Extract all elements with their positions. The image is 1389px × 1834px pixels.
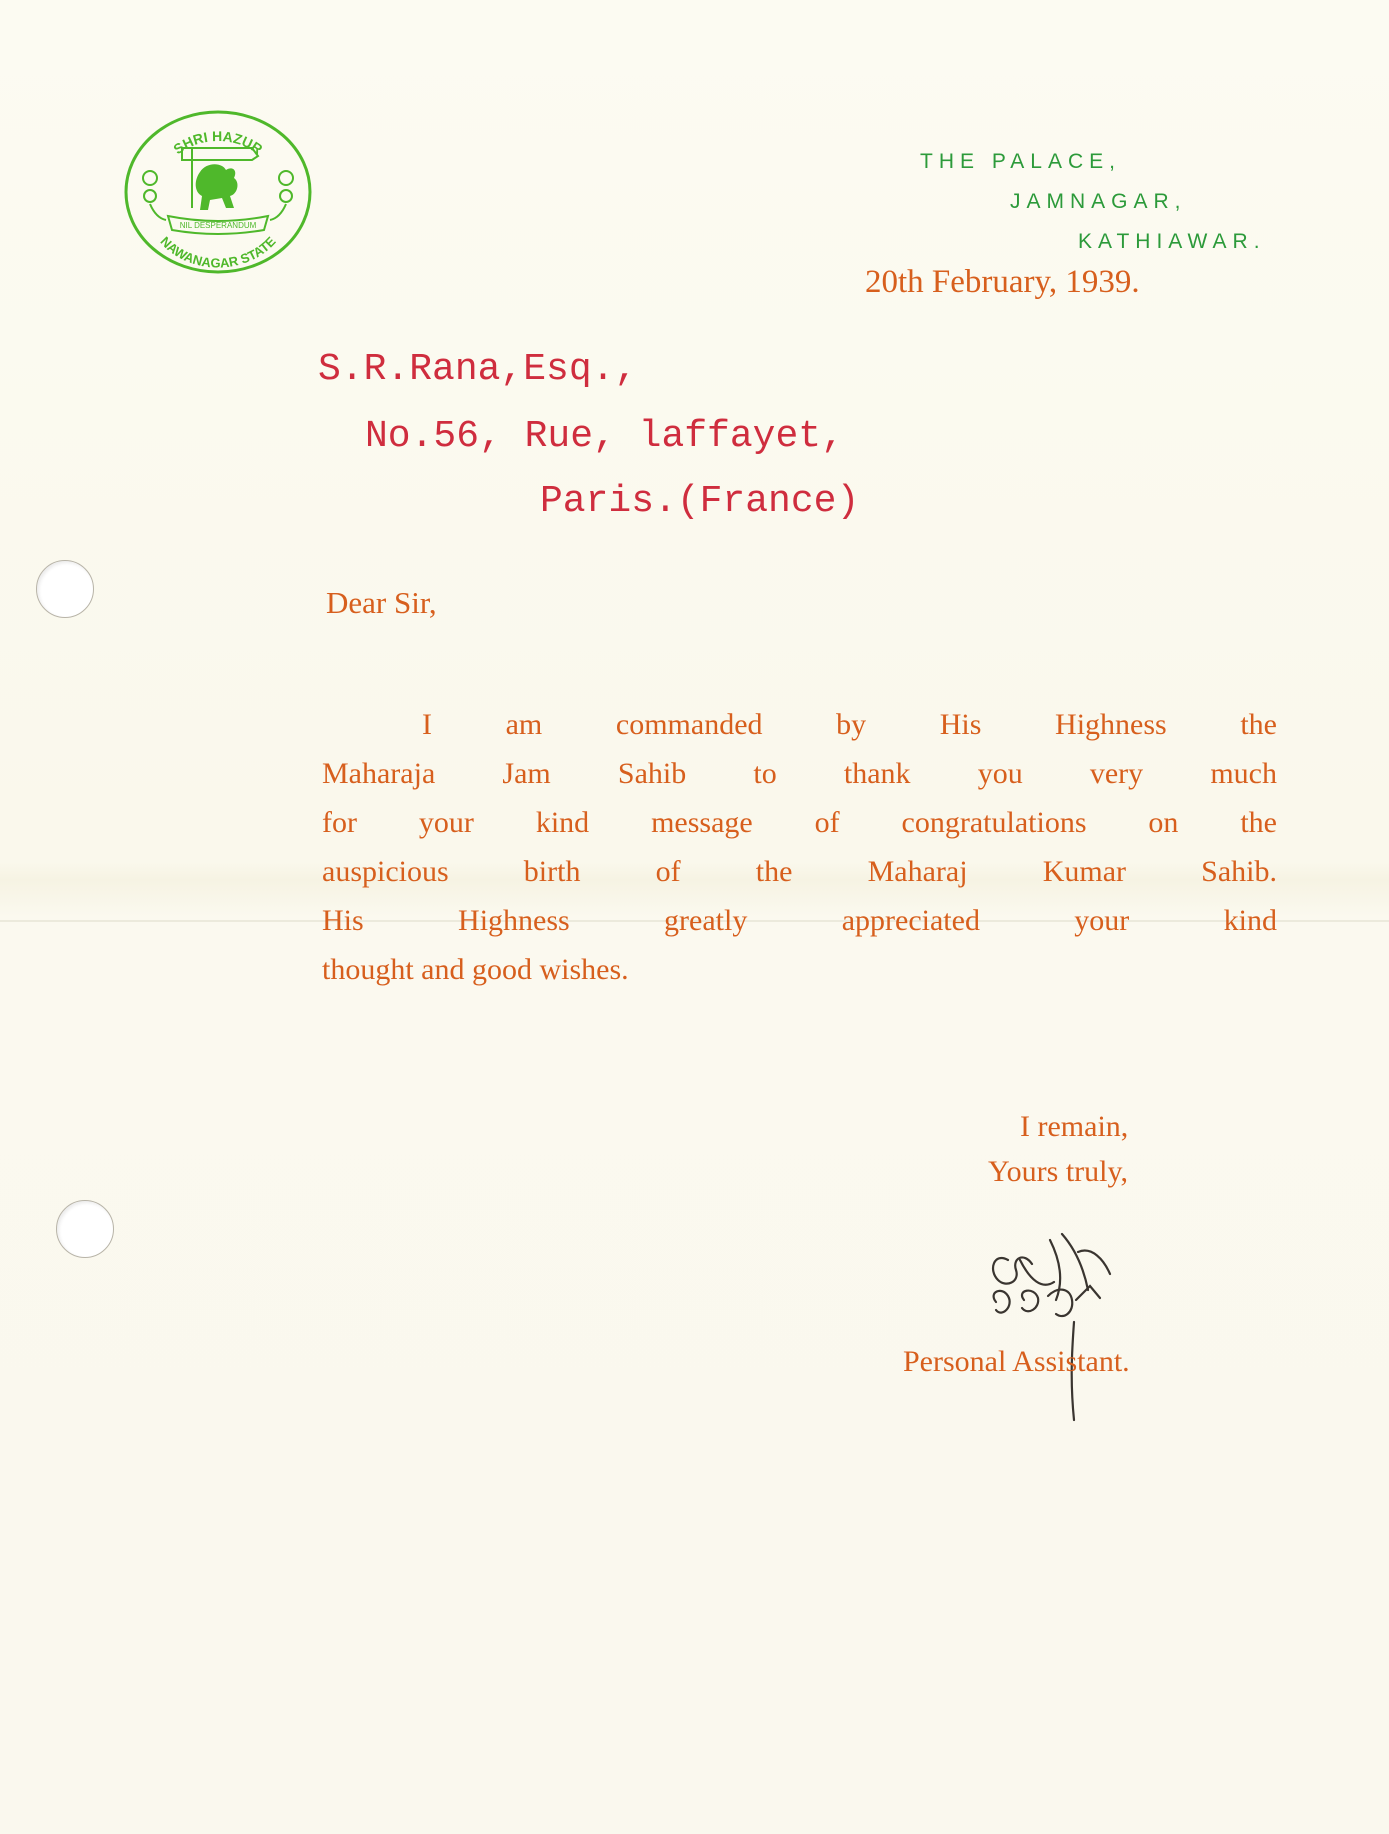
- body-line-6: thought and good wishes.: [322, 953, 629, 986]
- recipient-street: No.56, Rue, laffayet,: [365, 415, 844, 458]
- signature-title: Personal Assistant.: [903, 1345, 1130, 1378]
- letterhead-line-kathiawar: KATHIAWAR.: [1078, 230, 1266, 253]
- letter-body: [322, 700, 1277, 994]
- salutation: Dear Sir,: [326, 585, 437, 620]
- letterhead-line-palace: THE PALACE,: [920, 150, 1121, 173]
- body-line-3: for your kind message of congratulations on the: [322, 806, 1277, 839]
- punch-hole-bottom: [56, 1200, 114, 1258]
- closing-remain: I remain,: [1020, 1110, 1129, 1143]
- crest-bottom-text: NAWANAGAR STATE: [157, 233, 279, 271]
- letter-date: 20th February, 1939.: [865, 264, 1140, 300]
- letterhead-line-jamnagar: JAMNAGAR,: [1010, 190, 1187, 213]
- recipient-city: Paris.(France): [540, 480, 860, 523]
- handwritten-signature: [980, 1230, 1150, 1430]
- body-line-5: His Highness greatly appreciated your kind: [322, 904, 1277, 937]
- body-line-4: auspicious birth of the Maharaj Kumar Sahib.: [322, 855, 1277, 888]
- nawanagar-crest-seal: [122, 108, 314, 276]
- punch-hole-top: [36, 560, 94, 618]
- recipient-name: S.R.Rana,Esq.,: [318, 348, 638, 391]
- body-line-2: Maharaja Jam Sahib to thank you very much: [322, 757, 1277, 790]
- body-line-1: I am commanded by His Highness the: [422, 708, 1277, 741]
- crest-motto: NIL DESPERANDUM: [179, 221, 257, 230]
- closing-yours-truly: Yours truly,: [988, 1155, 1129, 1188]
- crest-top-text: SHRI HAZUR: [170, 127, 266, 158]
